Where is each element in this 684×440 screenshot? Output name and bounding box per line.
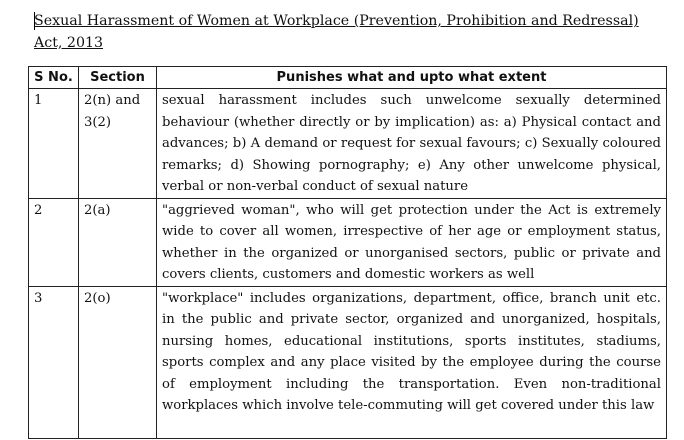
table-row	[29, 286, 667, 438]
table-row	[29, 198, 667, 286]
cell-sno: 2	[29, 198, 79, 286]
table-header-row	[29, 67, 667, 89]
cell-sno: 3	[29, 286, 79, 438]
cell-description: "aggrieved woman", who will get protection under the Act is extremely wide to cover all women, irrespective of her age or employment status, whether in the organized or unorganised sectors, public or private and covers clients, customers and domestic workers as well	[157, 198, 667, 286]
cell-description: sexual harassment includes such unwelcome sexually determined behaviour (whether directly or by implication) as: a) Physical contact and advances; b) A demand or request for sexual favours; c) Sexually coloured remarks; d) Showing pornography; e) Any other unwelcome physical, verbal or non-verbal conduct of sexual nature	[157, 89, 667, 199]
document-title: Sexual Harassment of Women at Workplace (Prevention, Prohibition and Redressal) Act, 2013	[34, 13, 639, 51]
table-row	[29, 89, 667, 199]
cell-sno: 1	[29, 89, 79, 199]
cell-section: 2(n) and 3(2)	[79, 89, 157, 199]
provisions-table	[28, 66, 667, 439]
column-header-sno: S No.	[29, 67, 79, 89]
column-header-description: Punishes what and upto what extent	[157, 67, 667, 89]
column-header-section: Section	[79, 67, 157, 89]
cell-description: "workplace" includes organizations, department, office, branch unit etc. in the public and private sector, organized and unorganized, hospitals, nursing homes, educational institutions, sports institutes, stadiums, sports complex and any place visited by the employee during the course of employment including the transportation. Even non-traditional workplaces which involve tele-commuting will get covered under this law	[157, 286, 667, 438]
cell-section: 2(a)	[79, 198, 157, 286]
cell-section: 2(o)	[79, 286, 157, 438]
